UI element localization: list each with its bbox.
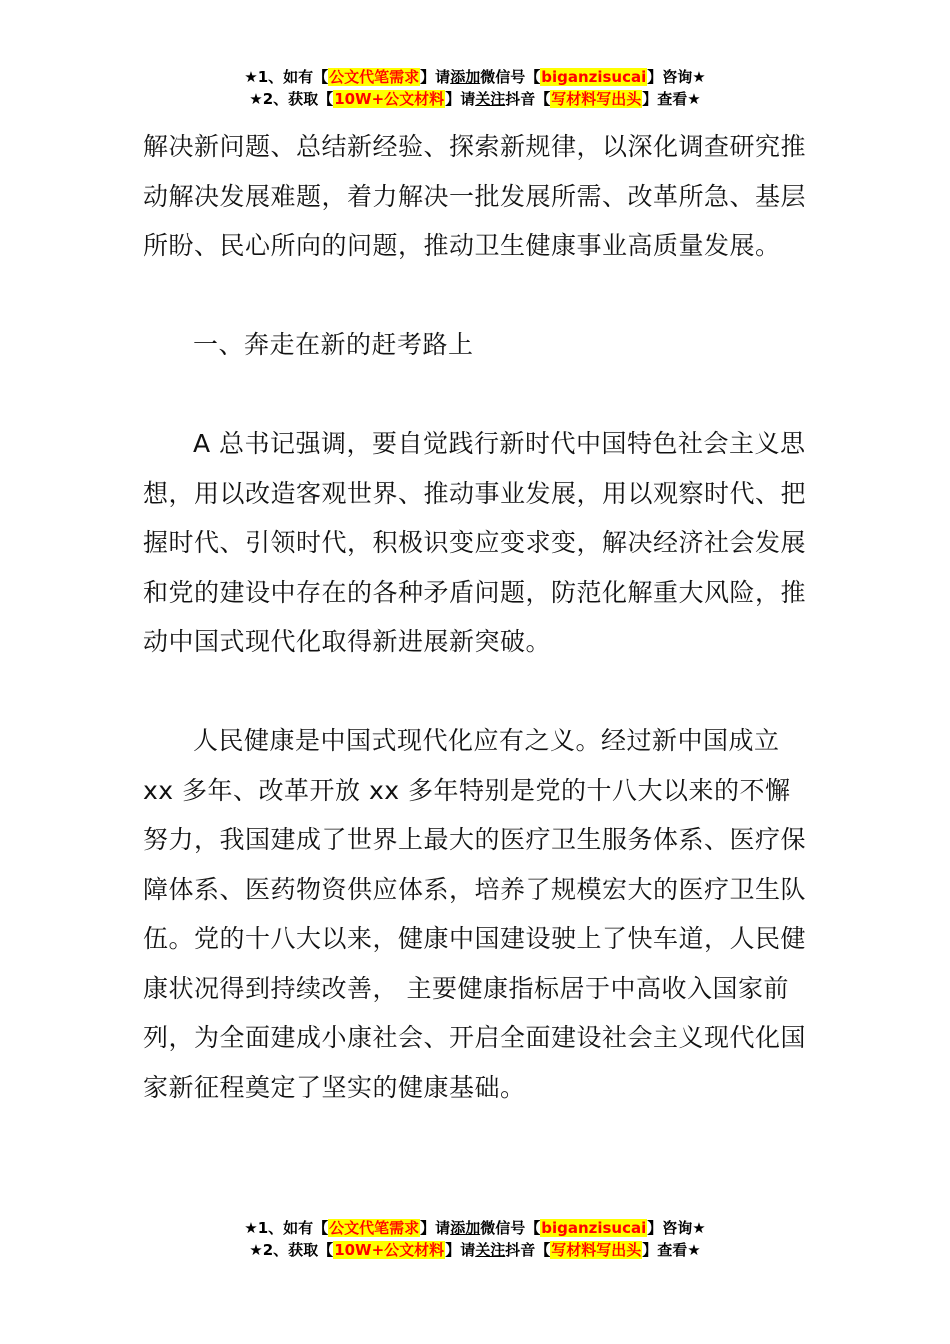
banner-line-2	[0, 1239, 950, 1261]
banner-highlight: 写材料写出头	[551, 90, 642, 108]
banner-text: 】查看★	[642, 90, 701, 108]
section-heading: 一、奔走在新的赶考路上	[193, 330, 474, 359]
paragraph-2: A 总书记强调，要自觉践行新时代中国特色社会主义思想，用以改造客观世界、推动事业发展，用以观察时代、把握时代、引领时代，积极识变应变求变，解决经济社会发展和党的建设中存在的各种矛盾问题，防范化解重大风险，推动中国式现代化取得新进展新突破。	[143, 429, 807, 656]
banner-line-1	[0, 66, 950, 88]
banner-text: 】请	[420, 1219, 451, 1237]
banner-underlined: 关注	[475, 90, 506, 108]
banner-text: ★1、如有【	[244, 68, 329, 86]
banner-text: 】咨询★	[647, 68, 706, 86]
banner-highlight: biganzisucai	[541, 1219, 647, 1237]
banner-text: 抖音【	[505, 1241, 551, 1259]
paragraph-spacer	[143, 370, 808, 420]
banner-text: 】请	[445, 90, 476, 108]
banner-highlight: 公文代笔需求	[329, 1219, 420, 1237]
banner-highlight: 写材料写出头	[551, 1241, 642, 1259]
banner-text: 】查看★	[642, 1241, 701, 1259]
footer-banner	[0, 1217, 950, 1261]
banner-line-1	[0, 1217, 950, 1239]
header-banner	[0, 66, 950, 110]
banner-highlight: 公文代笔需求	[329, 68, 420, 86]
banner-text: ★2、获取【	[249, 90, 334, 108]
banner-highlight: biganzisucai	[541, 68, 647, 86]
banner-text: 】请	[420, 68, 451, 86]
document-body	[143, 122, 808, 1112]
banner-text: 微信号【	[480, 68, 541, 86]
banner-line-2	[0, 88, 950, 110]
banner-text: ★2、获取【	[249, 1241, 334, 1259]
banner-text: 】咨询★	[647, 1219, 706, 1237]
paragraph-3: 人民健康是中国式现代化应有之义。经过新中国成立 xx 多年、改革开放 xx 多年特别是党的十八大以来的不懈努力，我国建成了世界上最大的医疗卫生服务体系、医疗保障体系、医药物资供应体系，培养了规模宏大的医疗卫生队伍。党的十八大以来，健康中国建设驶上了快车道，人民健康状况得到持续改善， 主要健康指标居于中高收入国家前列，为全面建成小康社会、开启全面建设社会主义现代化国家新征程奠定了坚实的健康基础。	[143, 726, 807, 1102]
banner-underlined: 添加	[450, 68, 481, 86]
paragraph-intro: 解决新问题、总结新经验、探索新规律，以深化调查研究推动解决发展难题，着力解决一批发展所需、改革所急、基层所盼、民心所向的问题，推动卫生健康事业高质量发展。	[143, 132, 807, 260]
paragraph-spacer	[143, 667, 808, 717]
banner-text: 】请	[445, 1241, 476, 1259]
banner-highlight: 10W+公文材料	[334, 1241, 445, 1259]
banner-text: ★1、如有【	[244, 1219, 329, 1237]
banner-highlight: 10W+公文材料	[334, 90, 445, 108]
banner-text: 抖音【	[505, 90, 551, 108]
banner-underlined: 添加	[450, 1219, 481, 1237]
banner-text: 微信号【	[480, 1219, 541, 1237]
banner-underlined: 关注	[475, 1241, 506, 1259]
paragraph-spacer	[143, 271, 808, 321]
